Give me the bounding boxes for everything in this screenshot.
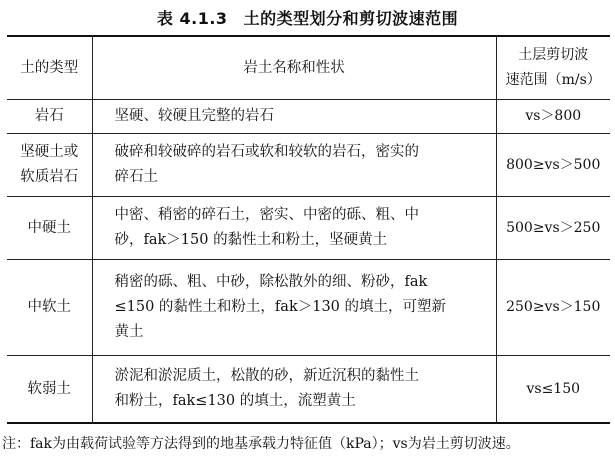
description-line: 砂，fak＞150 的黏性土和粉土，坚硬黄土 [114, 232, 388, 248]
soil-type-line: 中软土 [27, 299, 71, 315]
description-line: ≤150 的黏性土和粉土，fak＞130 的填土，可塑新 [114, 299, 447, 315]
description-cell [92, 134, 496, 197]
description-line: 坚硬、较硬且完整的岩石 [114, 108, 274, 124]
table-row [7, 260, 610, 356]
description-cell [92, 100, 496, 134]
table-row [7, 134, 610, 197]
table-header-row [7, 36, 610, 100]
description-cell [92, 197, 496, 260]
velocity-range-cell: vs≤150 [496, 356, 610, 424]
table-row [7, 100, 610, 134]
table-row [7, 197, 610, 260]
soil-classification-table [7, 35, 610, 424]
description-cell [92, 260, 496, 356]
table-title [0, 6, 615, 29]
description-cell [92, 356, 496, 424]
description-line: 破碎和较破碎的岩石或软和较软的岩石，密实的 [114, 144, 419, 160]
header-velocity-line1: 土层剪切波 [518, 47, 589, 63]
soil-type-line: 坚硬土或 [20, 144, 79, 160]
table-number: 表 4.1.3 [156, 9, 228, 28]
header-description: 岩土名称和性状 [92, 36, 496, 100]
description-line: 碎石土 [114, 169, 158, 185]
header-soil-type: 土的类型 [7, 36, 92, 100]
table-row [7, 356, 610, 424]
soil-type-line: 软质岩石 [20, 169, 79, 185]
soil-type-cell [7, 134, 92, 197]
velocity-range-cell: vs＞800 [496, 100, 610, 134]
table-caption: 土的类型划分和剪切波速范围 [243, 9, 459, 28]
soil-type-cell [7, 197, 92, 260]
velocity-range-cell: 250≥vs＞150 [496, 260, 610, 356]
description-line: 黄土 [114, 324, 144, 340]
description-line: 稍密的砾、粗、中砂，除松散外的细、粉砂，fak [114, 274, 428, 290]
soil-type-line: 软弱土 [27, 380, 71, 397]
description-line: 淤泥和淤泥质土，松散的砂，新近沉积的黏性土 [114, 368, 419, 384]
soil-type-cell [7, 260, 92, 356]
table-footnote: 注：fak为由载荷试验等方法得到的地基承载力特征值（kPa）；vs为岩土剪切波速。 [2, 436, 520, 452]
velocity-range-cell: 500≥vs＞250 [496, 197, 610, 260]
header-velocity-line2: 速范围（m/s） [505, 72, 601, 88]
description-line: 和粉土，fak≤130 的填土，流塑黄土 [114, 393, 356, 409]
soil-type-cell [7, 356, 92, 424]
soil-type-cell [7, 100, 92, 134]
soil-type-line: 中硬土 [27, 219, 71, 236]
soil-type-line: 岩石 [34, 108, 64, 124]
header-velocity-range [496, 36, 610, 100]
description-line: 中密、稍密的碎石土，密实、中密的砾、粗、中 [114, 207, 419, 223]
velocity-range-cell: 800≥vs＞500 [496, 134, 610, 197]
